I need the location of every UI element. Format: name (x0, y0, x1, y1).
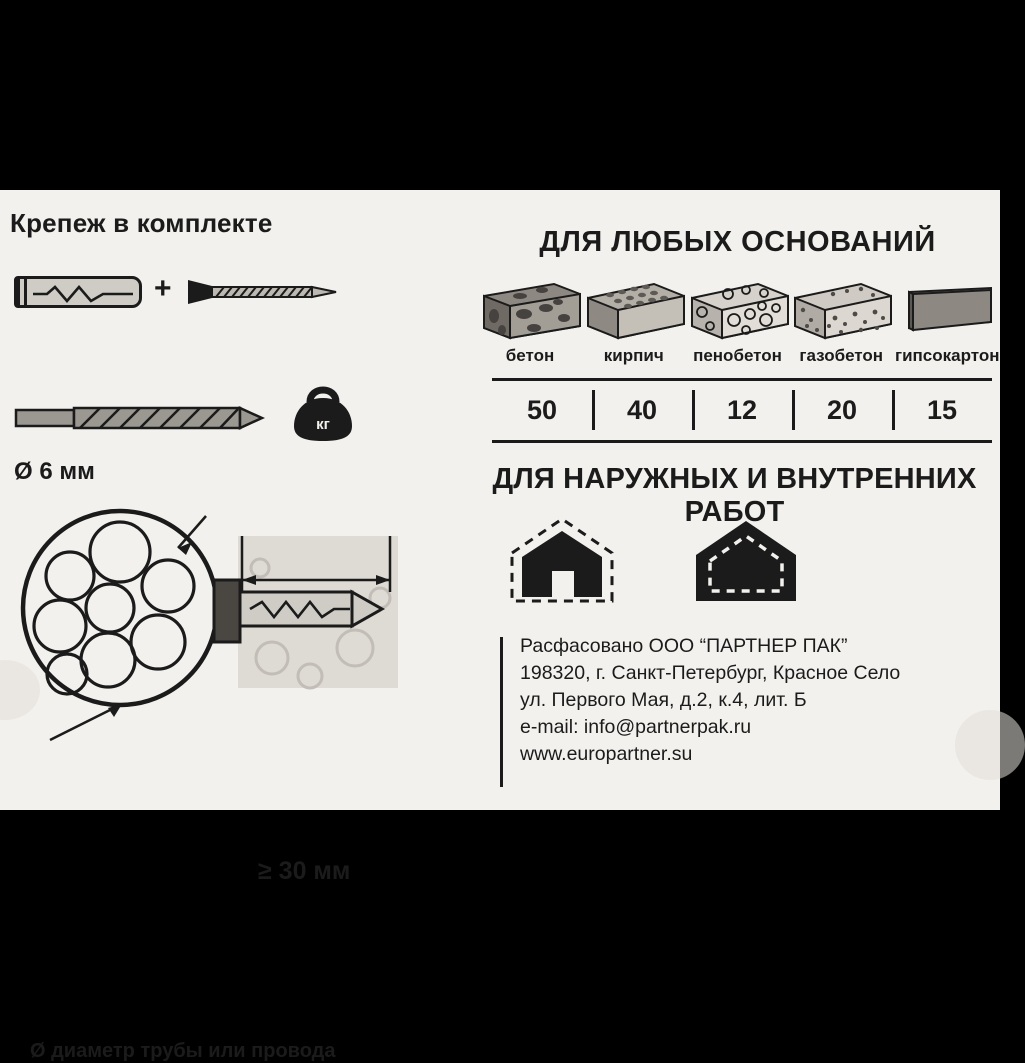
material-cell-drywall (895, 270, 1000, 366)
house-indoor-icon (696, 521, 796, 601)
material-label: гипсокартон (895, 346, 1000, 365)
right-column (316, 208, 1000, 788)
concrete-block-icon (480, 270, 580, 342)
foam-concrete-svg (688, 270, 792, 342)
heading-bases: ДЛЯ ЛЮБЫХ ОСНОВАНИЙ (539, 226, 936, 258)
load-value: 15 (892, 381, 992, 440)
table-bottom-rule (492, 440, 992, 443)
address-website: www.europartner.su (520, 743, 693, 765)
pipe-bundle-svg (10, 508, 480, 778)
fastener-heading: Крепеж в комплекте (10, 208, 273, 238)
heading-works: ДЛЯ НАРУЖНЫХ И ВНУТРЕННИХ РАБОТ (492, 463, 977, 528)
address-divider (500, 637, 503, 787)
material-label: газобетон (799, 346, 884, 365)
brick-svg (584, 270, 688, 342)
load-values-row (492, 381, 992, 440)
drywall-sheet-icon (895, 270, 995, 342)
material-cell-foam-concrete (688, 270, 788, 366)
material-label: бетон (505, 346, 555, 365)
aerated-concrete-block-icon (791, 270, 891, 342)
material-cell-brick (584, 270, 684, 366)
wall-plug-expansion-slot (33, 285, 133, 303)
aerated-concrete-svg (791, 270, 895, 342)
house-outdoor-icon (512, 519, 612, 601)
load-value: 40 (592, 381, 692, 440)
usage-houses-svg (500, 513, 840, 608)
material-cell-concrete (480, 270, 580, 366)
concrete-block-svg (480, 270, 584, 342)
address-email: e-mail: info@partnerpak.ru (520, 716, 752, 738)
load-value: 50 (526, 395, 558, 425)
kettlebell-icon (290, 382, 356, 444)
usage-icon-row (500, 513, 840, 608)
product-label-card (0, 190, 1000, 1062)
material-cell-aerated-concrete (791, 270, 891, 366)
plug-length-label: ≥ 30 мм (258, 857, 351, 885)
load-value: 12 (692, 381, 792, 440)
drill-diameter-label: Ø 6 мм (14, 458, 95, 485)
foam-concrete-block-icon (688, 270, 788, 342)
address-line: ул. Первого Мая, д.2, к.4, лит. Б (520, 689, 807, 711)
left-column (10, 208, 480, 1062)
packer-address-block (520, 633, 990, 768)
drill-bit-wrap (14, 398, 264, 438)
material-label: пенобетон (693, 346, 782, 365)
fastener-set (14, 266, 344, 318)
brick-icon (584, 270, 684, 342)
address-line: Расфасовано ООО “ПАРТНЕР ПАК” (520, 635, 848, 657)
bundle-diameter-caption: Ø диаметр трубы или провода (30, 1040, 336, 1062)
load-capacity-table (316, 378, 995, 450)
weight-unit-label: кг (316, 416, 330, 433)
address-line: 198320, г. Санкт-Петербург, Красное Село (520, 662, 901, 684)
plus-sign: + (154, 272, 172, 305)
drill-bit-icon (14, 398, 264, 438)
material-label: кирпич (603, 346, 664, 365)
pipe-bundle-diagram (10, 508, 480, 1062)
drywall-svg (895, 270, 999, 342)
wood-screw-icon (186, 278, 338, 306)
material-icon-row (480, 266, 1000, 366)
load-value: 20 (792, 381, 892, 440)
wall-plug-collar (17, 276, 27, 308)
wall-plug-icon (14, 276, 142, 308)
